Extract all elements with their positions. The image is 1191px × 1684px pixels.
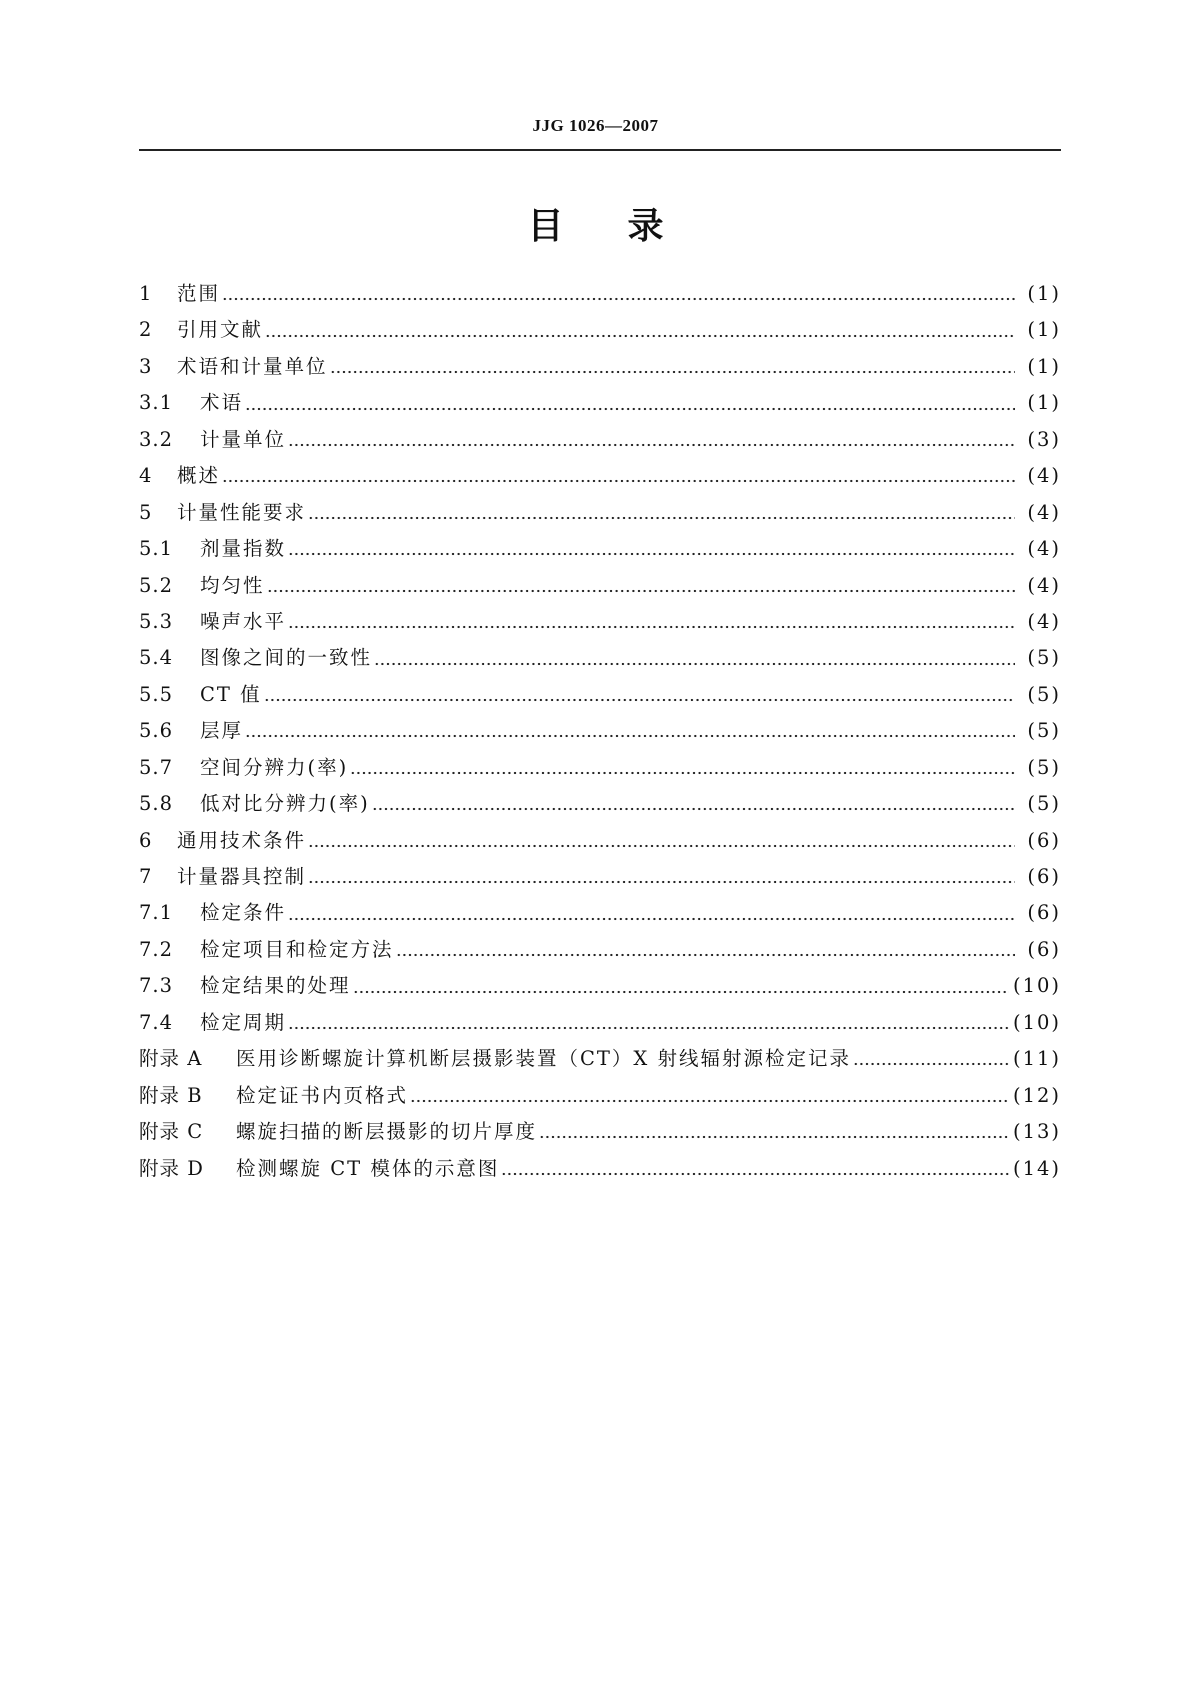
toc-entry-page: (6) <box>1027 828 1061 852</box>
toc-entry-number: 7 <box>139 865 153 888</box>
toc-entry-page: (6) <box>1027 865 1061 888</box>
toc-entry-title: 检定条件 <box>200 901 287 925</box>
toc-entry-title: 螺旋扫描的断层摄影的切片厚度 <box>236 1120 538 1144</box>
toc-entry[interactable] <box>139 1041 1061 1077</box>
toc-entry[interactable] <box>139 604 1061 640</box>
toc-entry-page: (10) <box>1012 974 1061 998</box>
toc-entry[interactable] <box>139 276 1061 312</box>
toc-entry-page: (1) <box>1027 318 1061 342</box>
toc-entry-page: (6) <box>1027 937 1061 961</box>
toc-entry-page: (13) <box>1012 1120 1061 1144</box>
toc-entry-title: 检测螺旋 CT 模体的示意图 <box>236 1156 500 1180</box>
toc-entry[interactable] <box>139 1005 1061 1041</box>
toc-entry-title: 医用诊断螺旋计算机断层摄影装置（CT）X 射线辐射源检定记录 <box>236 1047 852 1071</box>
toc-entry-number: 3.1 <box>139 391 174 415</box>
dot-leader <box>222 297 1015 301</box>
toc-entry-title: 引用文献 <box>177 318 264 342</box>
toc-entry-number: 5.5 <box>139 682 174 706</box>
toc-entry[interactable] <box>139 640 1061 676</box>
toc-entry-title: 术语和计量单位 <box>177 354 328 378</box>
dot-leader <box>267 589 1015 593</box>
toc-entry-number: 5 <box>139 500 153 524</box>
toc-entry-title: CT 值 <box>200 682 262 706</box>
title-char: 录 <box>627 206 664 247</box>
dot-leader <box>265 334 1015 338</box>
toc-entry-page: (11) <box>1012 1047 1061 1071</box>
toc-entry-title: 均匀性 <box>200 573 265 597</box>
toc-entry[interactable] <box>139 1114 1061 1150</box>
toc-entry[interactable] <box>139 495 1061 531</box>
toc-entry-number: 1 <box>139 282 153 305</box>
toc-entry-page: (1) <box>1027 282 1061 305</box>
toc-entry[interactable] <box>139 823 1061 859</box>
toc-entry[interactable] <box>139 859 1061 895</box>
toc-entry[interactable] <box>139 786 1061 822</box>
toc-entry-number: 5.4 <box>139 646 174 670</box>
toc-entry-number: 5.6 <box>139 719 174 743</box>
toc-entry-page: (1) <box>1027 391 1061 415</box>
dot-leader <box>245 407 1015 411</box>
toc-entry[interactable] <box>139 968 1061 1004</box>
toc-entry-page: (5) <box>1027 682 1061 706</box>
header-rule <box>139 149 1061 151</box>
toc-entry-page: (4) <box>1027 464 1061 488</box>
toc-entry-title: 计量器具控制 <box>177 865 307 888</box>
toc-entry[interactable] <box>139 1151 1061 1187</box>
toc-entry-page: (4) <box>1027 500 1061 524</box>
toc-entry-number: 附录 C <box>139 1120 204 1144</box>
toc-entry[interactable] <box>139 385 1061 421</box>
toc-entry-page: (4) <box>1027 573 1061 597</box>
toc-entry[interactable] <box>139 932 1061 968</box>
toc-entry-number: 7.3 <box>139 974 174 998</box>
toc-entry[interactable] <box>139 349 1061 385</box>
toc-entry-title: 计量性能要求 <box>177 500 307 524</box>
toc-entry-number: 附录 D <box>139 1156 204 1180</box>
toc-entry-page: (14) <box>1012 1156 1061 1180</box>
toc-entry[interactable] <box>139 422 1061 458</box>
toc-entry[interactable] <box>139 1078 1061 1114</box>
toc-entry-page: (5) <box>1027 719 1061 743</box>
toc-entry-number: 7.4 <box>139 1010 174 1034</box>
toc-entry-number: 附录 A <box>139 1047 203 1071</box>
dot-leader <box>353 990 1009 994</box>
page-title <box>0 198 1191 249</box>
dot-leader <box>222 479 1015 483</box>
toc-entry-title: 检定证书内页格式 <box>236 1083 409 1107</box>
dot-leader <box>374 662 1015 666</box>
toc-entry-title: 计量单位 <box>200 427 287 451</box>
toc-entry-number: 附录 B <box>139 1083 203 1107</box>
dot-leader <box>396 953 1015 957</box>
toc-entry-title: 层厚 <box>200 719 244 743</box>
toc-entry-page: (1) <box>1027 354 1061 378</box>
toc-entry[interactable] <box>139 458 1061 494</box>
dot-leader <box>288 917 1015 921</box>
toc-entry-title: 低对比分辨力(率) <box>200 792 370 816</box>
toc-entry[interactable] <box>139 312 1061 348</box>
dot-leader <box>539 1135 1009 1139</box>
toc-entry-title: 范围 <box>177 282 221 305</box>
toc-entry-page: (4) <box>1027 537 1061 561</box>
dot-leader <box>330 370 1015 374</box>
dot-leader <box>288 1026 1009 1030</box>
toc-entry-title: 通用技术条件 <box>177 828 307 852</box>
dot-leader <box>264 698 1015 702</box>
dot-leader <box>308 880 1015 884</box>
table-of-contents <box>139 276 1061 1187</box>
toc-entry-page: (5) <box>1027 646 1061 670</box>
toc-entry-title: 剂量指数 <box>200 537 287 561</box>
toc-entry-number: 5.8 <box>139 792 174 816</box>
toc-entry-number: 2 <box>139 318 153 342</box>
toc-entry-number: 5.7 <box>139 755 174 779</box>
toc-entry-title: 噪声水平 <box>200 609 287 633</box>
toc-entry-page: (5) <box>1027 792 1061 816</box>
dot-leader <box>288 625 1015 629</box>
toc-entry-title: 检定结果的处理 <box>200 974 351 998</box>
toc-entry-number: 6 <box>139 828 153 852</box>
toc-entry-page: (12) <box>1012 1083 1061 1107</box>
dot-leader <box>410 1099 1009 1103</box>
toc-entry[interactable] <box>139 568 1061 604</box>
toc-entry[interactable] <box>139 895 1061 931</box>
toc-entry-number: 3.2 <box>139 427 174 451</box>
toc-entry-number: 5.2 <box>139 573 174 597</box>
toc-entry[interactable] <box>139 750 1061 786</box>
dot-leader <box>308 516 1015 520</box>
toc-entry-number: 7.1 <box>139 901 174 925</box>
dot-leader <box>288 443 1015 447</box>
toc-entry-page: (6) <box>1027 901 1061 925</box>
toc-entry-title: 检定周期 <box>200 1010 287 1034</box>
toc-entry-title: 检定项目和检定方法 <box>200 937 394 961</box>
toc-entry-page: (4) <box>1027 609 1061 633</box>
dot-leader <box>853 1062 1009 1066</box>
toc-entry[interactable] <box>139 713 1061 749</box>
document-code-header: JJG 1026—2007 <box>532 116 659 135</box>
dot-leader <box>372 807 1015 811</box>
toc-entry-number: 7.2 <box>139 937 174 961</box>
toc-entry-page: (10) <box>1012 1010 1061 1034</box>
toc-entry-title: 概述 <box>177 464 221 488</box>
title-char: 目 <box>527 206 564 247</box>
toc-entry-title: 空间分辨力(率) <box>200 755 349 779</box>
toc-entry-number: 3 <box>139 354 153 378</box>
toc-entry[interactable] <box>139 677 1061 713</box>
toc-entry-number: 5.3 <box>139 609 174 633</box>
toc-entry-title: 术语 <box>200 391 244 415</box>
dot-leader <box>501 1172 1009 1176</box>
dot-leader <box>245 734 1015 738</box>
dot-leader <box>308 844 1015 848</box>
toc-entry-page: (5) <box>1027 755 1061 779</box>
dot-leader <box>288 552 1015 556</box>
toc-entry[interactable] <box>139 531 1061 567</box>
toc-entry-number: 5.1 <box>139 537 174 561</box>
toc-entry-title: 图像之间的一致性 <box>200 646 373 670</box>
toc-entry-number: 4 <box>139 464 153 488</box>
toc-entry-page: (3) <box>1027 427 1061 451</box>
dot-leader <box>350 771 1015 775</box>
